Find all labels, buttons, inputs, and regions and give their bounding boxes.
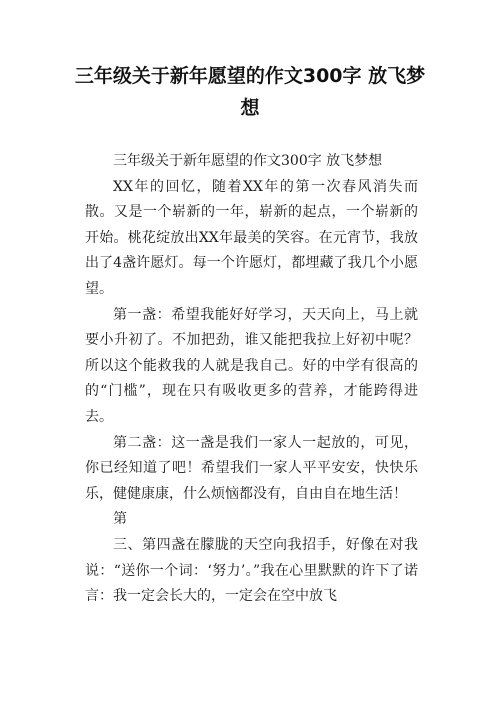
- paragraph-first-lantern: 第一盏：希望我能好好学习，天天向上，马上就要小升初了。不加把劲，谁又能把我拉上好初中呢？所以这个能救我的人就是我自己。好的中学有很高的的“门槛”，现在只有吸收更多的营养，才能跨得进去。: [85, 306, 418, 425]
- paragraph-heading: 三年级关于新年愿望的作文300字 放飞梦想: [113, 153, 383, 169]
- paragraph-third-fourth-lantern: 三、第四盏在朦胧的天空向我招手，好像在对我说：“送你一个词：‘努力’。”我在心里默默的许下了诺言：我一定会长大的，一定会在空中放飞: [85, 536, 418, 605]
- document-title: 三年级关于新年愿望的作文300字 放飞梦想: [74, 65, 426, 119]
- paragraph-fragment: 第: [113, 511, 127, 528]
- document-body: [85, 149, 418, 610]
- paragraph-intro: XX年的回忆，随着XX年的第一次春风消失而散。又是一个崭新的一年，崭新的起点，一个崭新的开始。桃花绽放出XX年最美的笑容。在元宵节，我放出了4盏许愿灯。每一个许愿灯，都埋藏了我几个小愿望。: [85, 178, 418, 297]
- paragraph-second-lantern: 第二盏：这一盏是我们一家人一起放的，可见，你已经知道了吧！希望我们一家人平平安安，快快乐乐，健健康康，什么烦恼都没有，自由自在地生活！: [85, 434, 418, 502]
